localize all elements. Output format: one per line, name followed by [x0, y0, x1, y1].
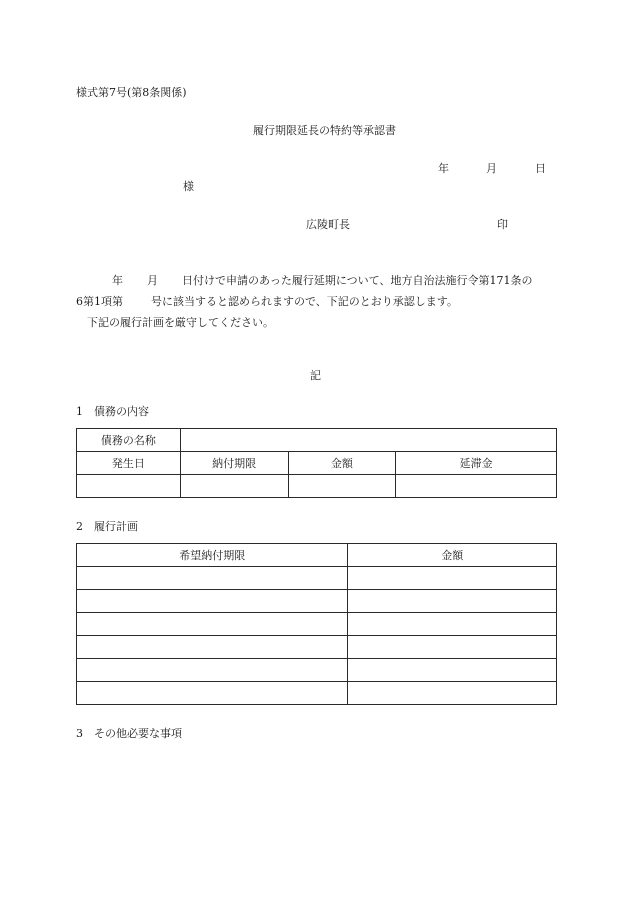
plan-deadline-cell — [77, 613, 348, 636]
body-paragraph — [76, 270, 566, 333]
table-row — [77, 452, 557, 475]
ki-heading: 記 — [310, 369, 321, 382]
plan-amount-cell — [348, 590, 557, 613]
plan-deadline-cell — [77, 636, 348, 659]
table-row — [77, 544, 557, 567]
body-line3: 下記の履行計画を厳守してください。 — [87, 316, 274, 329]
plan-amount-cell — [348, 682, 557, 705]
addressee-suffix: 様 — [183, 180, 194, 193]
header-amount: 金額 — [288, 452, 396, 475]
plan-deadline-cell — [77, 590, 348, 613]
seal-mark: 印 — [497, 218, 508, 231]
payment-deadline-cell — [180, 475, 288, 498]
table-row — [77, 636, 557, 659]
header-late-fee: 延滞金 — [396, 452, 557, 475]
plan-amount-cell — [348, 636, 557, 659]
plan-amount-cell — [348, 659, 557, 682]
header-plan-amount: 金額 — [348, 544, 557, 567]
date-month-label: 月 — [486, 162, 497, 175]
payment-plan-table — [76, 543, 557, 705]
table-row — [77, 475, 557, 498]
occurrence-date-cell — [77, 475, 181, 498]
header-payment-deadline: 納付期限 — [180, 452, 288, 475]
late-fee-cell — [396, 475, 557, 498]
debt-content-table — [76, 428, 557, 498]
table-row — [77, 429, 557, 452]
section2-heading: 2 履行計画 — [76, 520, 138, 533]
plan-deadline-cell — [77, 567, 348, 590]
table-row — [77, 613, 557, 636]
table-row — [77, 682, 557, 705]
date-day-label: 日 — [535, 162, 546, 175]
body-line2-b: 号に該当すると認められますので、下記のとおり承認します。 — [151, 295, 458, 308]
debt-name-label: 債務の名称 — [77, 429, 181, 452]
body-month-label: 月 — [147, 274, 158, 287]
plan-deadline-cell — [77, 682, 348, 705]
body-year-label: 年 — [112, 274, 123, 287]
table-row — [77, 659, 557, 682]
header-desired-deadline: 希望納付期限 — [77, 544, 348, 567]
document-title: 履行期限延長の特約等承認書 — [253, 124, 396, 137]
date-year-label: 年 — [438, 162, 449, 175]
table-row — [77, 590, 557, 613]
debt-name-value — [180, 429, 556, 452]
amount-cell — [288, 475, 396, 498]
section1-heading: 1 債務の内容 — [76, 405, 149, 418]
form-number: 様式第7号(第8条関係) — [76, 86, 187, 99]
plan-amount-cell — [348, 613, 557, 636]
body-line1-text: 日付けで申請のあった履行延期について、地方自治法施行令第171条の — [182, 274, 533, 287]
header-occurrence-date: 発生日 — [77, 452, 181, 475]
body-line2-a: 6第1項第 — [76, 295, 123, 308]
plan-deadline-cell — [77, 659, 348, 682]
section3-heading: 3 その他必要な事項 — [76, 727, 182, 740]
table-row — [77, 567, 557, 590]
plan-amount-cell — [348, 567, 557, 590]
issuer-name: 広陵町長 — [306, 218, 350, 231]
